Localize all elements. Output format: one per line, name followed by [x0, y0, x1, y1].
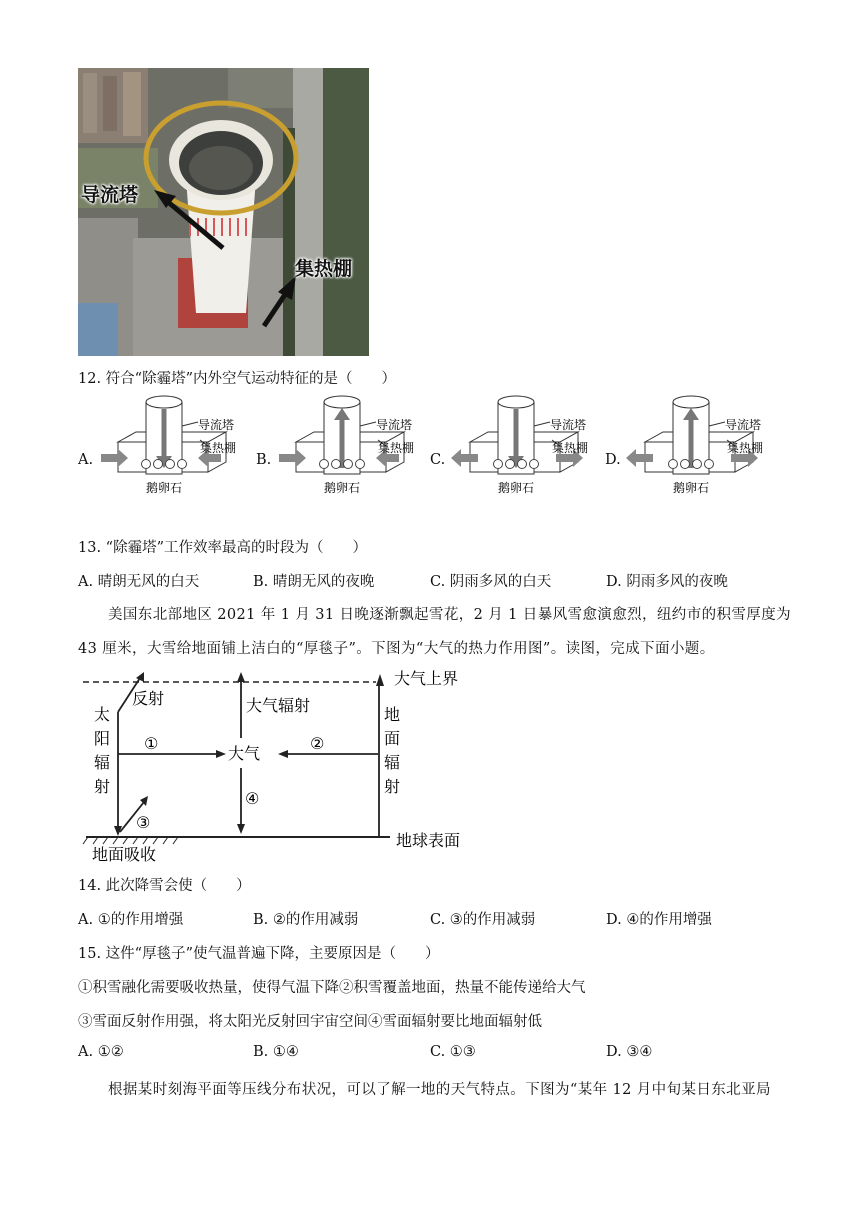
label-2: ②	[310, 734, 325, 753]
q12-c-shed-text: 集热棚	[552, 441, 589, 455]
q12-option-c-diagram	[448, 394, 608, 522]
intro-line-1: 美国东北部地区 2021 年 1 月 31 日晚逐渐飘起雪花，2 月 1 日暴风雪愈演愈烈，纽约市的积雪厚度为	[108, 607, 792, 623]
q12-b-tower-text: 导流塔	[376, 418, 413, 432]
q12-a-tower-text: 导流塔	[198, 418, 235, 432]
atmosphere-text: 大气	[228, 744, 261, 763]
q14-stem: 14. 此次降雪会使（ ）	[78, 878, 251, 894]
ground-rad-char-3: 辐	[384, 753, 401, 772]
q14-option-c: C. ③的作用减弱	[430, 912, 536, 928]
q13-stem: 13. “除霾塔”工作效率最高的时段为（ ）	[78, 540, 367, 556]
ground-rad-char-4: 射	[384, 777, 401, 796]
solar-char-3: 辐	[94, 753, 111, 772]
earth-surface-text: 地球表面	[396, 831, 461, 850]
solar-char-4: 射	[94, 777, 111, 796]
q15-option-c: C. ①③	[430, 1044, 476, 1060]
solar-char-1: 太	[94, 705, 111, 724]
q15-option-b: B. ①④	[253, 1044, 299, 1060]
q12-option-a-letter: A.	[78, 452, 94, 468]
label-1: ①	[144, 734, 159, 753]
q12-option-a-diagram	[96, 394, 256, 522]
ground-rad-char-1: 地	[384, 705, 401, 724]
label-4: ④	[245, 789, 260, 808]
q12-d-shed-text: 集热棚	[727, 441, 764, 455]
intro-line-2: 43 厘米，大雪给地面铺上洁白的“厚毯子”。下图为“大气的热力作用图”。读图，完成下面小题。	[78, 641, 715, 657]
top-boundary-text: 大气上界	[394, 669, 459, 688]
ground-absorb-text: 地面吸收	[92, 845, 157, 864]
q12-c-tower-text: 导流塔	[550, 418, 587, 432]
q14-option-d: D. ④的作用增强	[606, 912, 712, 928]
label-3: ③	[136, 813, 151, 832]
q13-option-c: C. 阴雨多风的白天	[430, 574, 552, 590]
q12-options	[78, 394, 798, 524]
q12-c-base-text: 鹅卵石	[498, 481, 535, 495]
q13-option-b: B. 晴朗无风的夜晚	[253, 574, 375, 590]
heat-diagram	[78, 664, 478, 869]
q12-option-b-diagram	[274, 394, 434, 522]
q13-option-d: D. 阴雨多风的夜晚	[606, 574, 728, 590]
next-intro-line: 根据某时刻海平面等压线分布状况，可以了解一地的天气特点。下图为“某年 12 月中旬某日东北亚局	[108, 1082, 771, 1098]
q12-option-d-letter: D.	[605, 452, 621, 468]
q14-option-a: A. ①的作用增强	[78, 912, 184, 928]
tower-aerial-photo	[78, 68, 369, 356]
ground-rad-char-2: 面	[384, 729, 401, 748]
solar-char-2: 阳	[94, 729, 111, 748]
q13-option-a: A. 晴朗无风的白天	[78, 574, 200, 590]
q15-statement-2: ③雪面反射作用强，将太阳光反射回宇宙空间④雪面辐射要比地面辐射低	[78, 1014, 542, 1030]
q12-b-base-text: 鹅卵石	[324, 481, 361, 495]
q12-option-d-diagram	[623, 394, 783, 522]
q15-option-a: A. ①②	[78, 1044, 124, 1060]
q15-statement-1: ①积雪融化需要吸收热量，使得气温下降②积雪覆盖地面，热量不能传递给大气	[78, 980, 586, 996]
q12-a-shed-text: 集热棚	[200, 441, 237, 455]
shed-label: 集热棚	[295, 258, 353, 280]
q15-option-d: D. ③④	[606, 1044, 653, 1060]
tower-photo-drawing	[78, 68, 369, 356]
q12-option-b-letter: B.	[256, 452, 272, 468]
reflect-text: 反射	[132, 689, 165, 708]
atm-radiation-text: 大气辐射	[246, 696, 311, 715]
q12-stem: 12. 符合“除霾塔”内外空气运动特征的是（ ）	[78, 371, 396, 387]
tower-label: 导流塔	[81, 184, 139, 206]
q12-b-shed-text: 集热棚	[378, 441, 415, 455]
q14-option-b: B. ②的作用减弱	[253, 912, 359, 928]
q15-stem: 15. 这件“厚毯子”使气温普遍下降，主要原因是（ ）	[78, 946, 440, 962]
q12-option-c-letter: C.	[430, 452, 446, 468]
q12-a-base-text: 鹅卵石	[146, 481, 183, 495]
q12-d-base-text: 鹅卵石	[673, 481, 710, 495]
q12-d-tower-text: 导流塔	[725, 418, 762, 432]
